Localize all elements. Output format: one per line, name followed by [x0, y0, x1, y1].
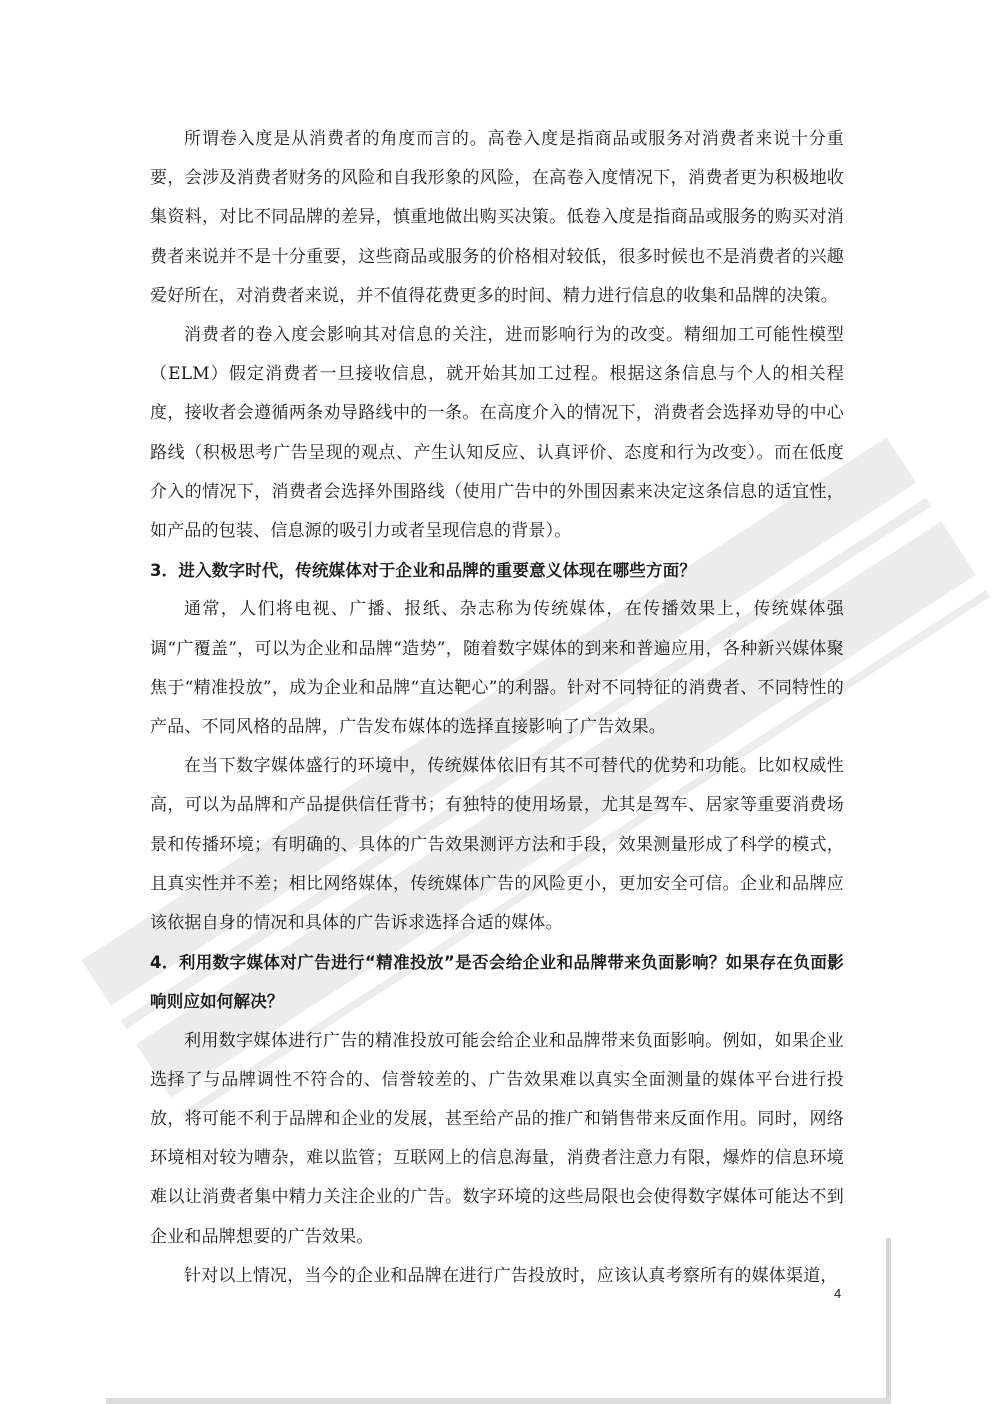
- page-edge-shadow: [106, 1398, 891, 1404]
- document-body: [150, 120, 844, 1296]
- page-edge-shadow: [886, 1238, 891, 1404]
- section-heading: 3．进入数字时代，传统媒体对于企业和品牌的重要意义体现在哪些方面？: [150, 561, 697, 581]
- paragraph: 所谓卷入度是从消费者的角度而言的。高卷入度是指商品或服务对消费者来说十分重要，会涉及消费者财务的风险和自我形象的风险，在高卷入度情况下，消费者更为积极地收集资料，对比不同品牌的差异，慎重地做出购买决策。低卷入度是指商品或服务的购买对消费者来说并不是十分重要，这些商品或服务的价格相对较低，很多时候也不是消费者的兴趣爱好所在，对消费者来说，并不值得花费更多的时间、精力进行信息的收集和品牌的决策。: [150, 129, 844, 306]
- paragraph: 在当下数字媒体盛行的环境中，传统媒体依旧有其不可替代的优势和功能。比如权威性高，可以为品牌和产品提供信任背书；有独特的使用场景，尤其是驾车、居家等重要消费场景和传播环境；有明确的、具体的广告效果测评方法和手段，效果测量形成了科学的模式，且真实性并不差；相比网络媒体，传统媒体广告的风险更小，更加安全可信。企业和品牌应该依据自身的情况和具体的广告诉求选择合适的媒体。: [150, 756, 844, 934]
- paragraph: 消费者的卷入度会影响其对信息的关注，进而影响行为的改变。精细加工可能性模型（ELM）假定消费者一旦接收信息，就开始其加工过程。根据这条信息与个人的相关程度，接收者会遵循两条劝导路线中的一条。在高度介入的情况下，消费者会选择劝导的中心路线（积极思考广告呈现的观点、产生认知反应、认真评价、态度和行为改变）。而在低度介入的情况下，消费者会选择外围路线（使用广告中的外围因素来决定这条信息的适宜性，如产品的包装、信息源的吸引力或者呈现信息的背景）。: [150, 325, 844, 542]
- section-heading: 4．利用数字媒体对广告进行“精准投放”是否会给企业和品牌带来负面影响？如果存在负面影响则应如何解决？: [150, 953, 844, 1012]
- page-number: 4: [834, 1286, 842, 1301]
- paragraph: 通常，人们将电视、广播、报纸、杂志称为传统媒体，在传播效果上，传统媒体强调“广覆盖”，可以为企业和品牌“造势”，随着数字媒体的到来和普遍应用，各种新兴媒体聚焦于“精准投放”，成为企业和品牌“直达靶心”的利器。针对不同特征的消费者、不同特性的产品、不同风格的品牌，广告发布媒体的选择直接影响了广告效果。: [150, 599, 844, 738]
- paragraph: 针对以上情况，当今的企业和品牌在进行广告投放时，应该认真考察所有的媒体渠道，: [184, 1265, 838, 1286]
- paragraph: 利用数字媒体进行广告的精准投放可能会给企业和品牌带来负面影响。例如，如果企业选择了与品牌调性不符合的、信誉较差的、广告效果难以真实全面测量的媒体平台进行投放，将可能不利于品牌和企业的发展，甚至给产品的推广和销售带来反面作用。同时，网络环境相对较为嘈杂，难以监管；互联网上的信息海量，消费者注意力有限，爆炸的信息环境难以让消费者集中精力关注企业的广告。数字环境的这些局限也会使得数字媒体可能达不到企业和品牌想要的广告效果。: [150, 1030, 844, 1247]
